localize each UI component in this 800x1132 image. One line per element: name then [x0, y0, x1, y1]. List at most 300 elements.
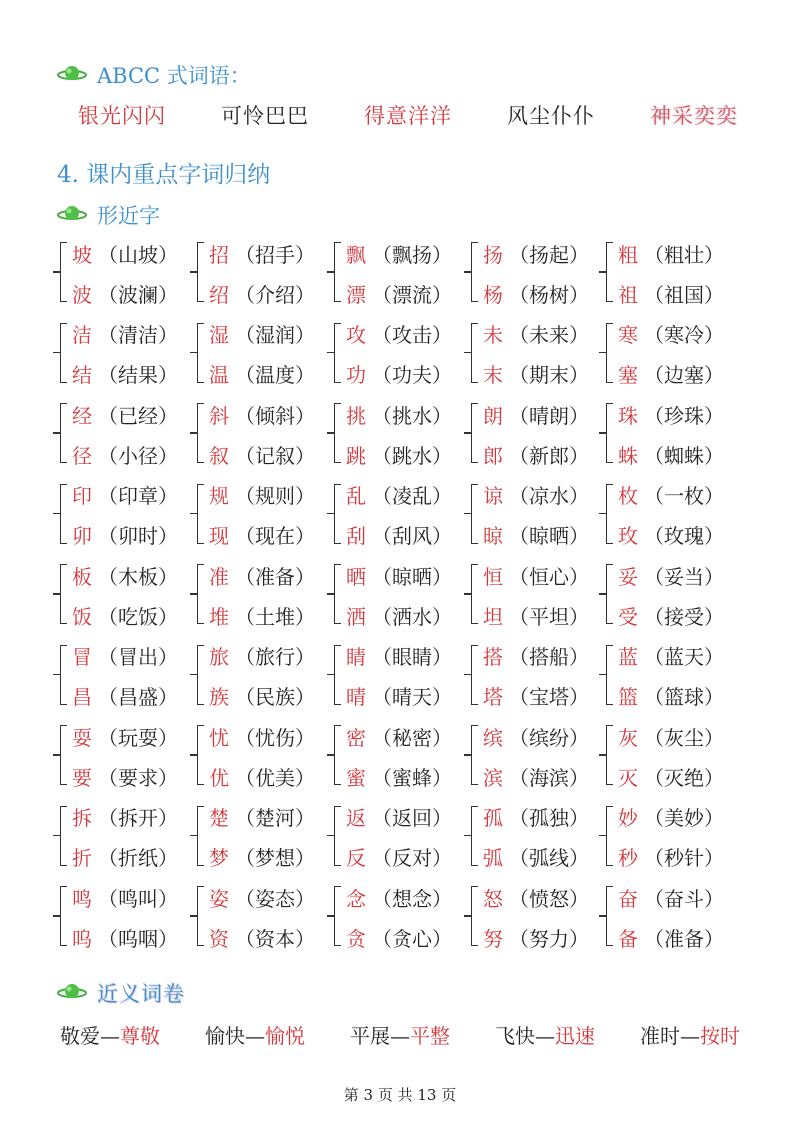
example-word: 灭绝	[664, 765, 704, 790]
paren: （	[372, 846, 392, 870]
char-entry	[346, 520, 452, 550]
bracket	[606, 725, 613, 785]
paren: ）	[569, 484, 589, 508]
similar-char-group	[334, 236, 468, 308]
bracket	[60, 564, 67, 624]
char-entry	[483, 600, 589, 630]
char: 漂	[346, 282, 366, 307]
example-word: 篮球	[664, 685, 704, 709]
char: 郎	[483, 443, 503, 468]
bracket	[334, 323, 341, 383]
char: 跳	[346, 443, 366, 468]
example-word: 规则	[255, 484, 295, 508]
char-entry	[483, 681, 589, 711]
paren: ）	[569, 363, 589, 387]
paren: ）	[295, 443, 315, 468]
similar-char-group	[60, 800, 194, 872]
char: 孤	[483, 806, 503, 830]
example-word: 昌盛	[118, 685, 158, 709]
example-word: 民族	[255, 685, 295, 709]
paren: （	[644, 725, 664, 750]
char: 蛛	[618, 443, 638, 468]
char-entry	[618, 641, 724, 671]
similar-char-group	[334, 478, 468, 550]
bracket	[60, 403, 67, 463]
paren: （	[98, 645, 118, 669]
char: 湿	[209, 323, 229, 347]
bracket	[60, 242, 67, 302]
paren: （	[98, 524, 118, 548]
paren: （	[372, 765, 392, 790]
char: 朗	[483, 403, 503, 428]
similar-char-group	[334, 719, 468, 791]
example-word: 鸣叫	[118, 886, 158, 911]
char: 耍	[72, 725, 92, 750]
bracket	[606, 242, 613, 302]
dash: —	[680, 1023, 700, 1048]
paren: （	[372, 323, 392, 347]
planet-icon	[57, 204, 87, 224]
paren: （	[98, 725, 118, 750]
bracket	[606, 403, 613, 463]
paren: ）	[704, 765, 724, 790]
char-entry	[483, 721, 589, 751]
paren: ）	[432, 564, 452, 589]
char: 粗	[618, 242, 638, 267]
example-word: 蜜蜂	[392, 765, 432, 790]
paren: （	[509, 242, 529, 267]
char-entry	[618, 319, 724, 349]
paren: ）	[704, 484, 724, 508]
bracket	[197, 564, 204, 624]
char: 受	[618, 604, 638, 629]
paren: ）	[295, 323, 315, 347]
paren: （	[372, 645, 392, 669]
example-word: 优美	[255, 765, 295, 790]
dash: —	[390, 1023, 410, 1048]
paren: ）	[569, 926, 589, 951]
similar-char-group	[471, 478, 605, 550]
similar-char-group	[471, 639, 605, 711]
char-entry	[209, 399, 315, 429]
paren: （	[509, 846, 529, 870]
paren: （	[644, 242, 664, 267]
bracket	[471, 806, 478, 866]
synonym-answer: 迅速	[555, 1023, 595, 1048]
paren: ）	[569, 725, 589, 750]
char-entry	[483, 359, 589, 389]
char: 洒	[346, 604, 366, 629]
bracket	[606, 323, 613, 383]
char: 寒	[618, 323, 638, 347]
dash: —	[245, 1023, 265, 1048]
example-word: 妥当	[664, 564, 704, 589]
char: 灭	[618, 765, 638, 790]
paren: （	[509, 323, 529, 347]
paren: ）	[158, 725, 178, 750]
char-entry	[483, 882, 589, 912]
char-entry	[72, 238, 178, 268]
char-entry	[346, 439, 452, 469]
bracket	[334, 645, 341, 705]
paren: （	[509, 806, 529, 830]
char: 蓝	[618, 645, 638, 669]
bracket	[471, 323, 478, 383]
paren: ）	[432, 846, 452, 870]
example-word: 木板	[118, 564, 158, 589]
similar-char-group	[471, 558, 605, 630]
char: 刮	[346, 524, 366, 548]
char-entry	[72, 560, 178, 590]
char: 返	[346, 806, 366, 830]
paren: ）	[704, 363, 724, 387]
paren: ）	[158, 282, 178, 307]
paren: ）	[569, 564, 589, 589]
char: 卯	[72, 524, 92, 548]
char: 奋	[618, 886, 638, 911]
char: 鸣	[72, 886, 92, 911]
char: 洁	[72, 323, 92, 347]
char: 晒	[346, 564, 366, 589]
abcc-word-list	[78, 98, 738, 132]
char-entry	[483, 842, 589, 872]
char-entry	[618, 721, 724, 751]
paren: （	[509, 604, 529, 629]
bracket	[334, 886, 341, 946]
bracket	[197, 484, 204, 544]
char-entry	[483, 802, 589, 832]
bracket	[197, 242, 204, 302]
char: 塔	[483, 685, 503, 709]
similar-char-group	[60, 397, 194, 469]
bracket	[60, 886, 67, 946]
bracket	[471, 484, 478, 544]
synonym-answer: 平整	[410, 1023, 450, 1048]
synonym-pair	[350, 1020, 450, 1049]
bracket	[471, 725, 478, 785]
paren: ）	[704, 323, 724, 347]
paren: ）	[432, 403, 452, 428]
paren: （	[98, 846, 118, 870]
similar-char-group	[471, 880, 605, 952]
char: 旅	[209, 645, 229, 669]
char-entry	[346, 922, 452, 952]
paren: （	[235, 363, 255, 387]
dash: —	[535, 1023, 555, 1048]
char: 资	[209, 926, 229, 951]
example-word: 飘扬	[392, 242, 432, 267]
paren: （	[509, 282, 529, 307]
paren: （	[644, 846, 664, 870]
paren: （	[235, 403, 255, 428]
paren: ）	[295, 524, 315, 548]
paren: ）	[569, 282, 589, 307]
paren: ）	[432, 645, 452, 669]
paren: ）	[569, 242, 589, 267]
char-entry	[483, 278, 589, 308]
char-entry	[209, 802, 315, 832]
paren: （	[235, 926, 255, 951]
paren: ）	[158, 685, 178, 709]
example-word: 准备	[255, 564, 295, 589]
bracket	[197, 323, 204, 383]
bracket	[60, 645, 67, 705]
paren: ）	[158, 524, 178, 548]
char-entry	[209, 238, 315, 268]
bracket	[471, 242, 478, 302]
similar-char-group	[471, 800, 605, 872]
paren: （	[644, 926, 664, 951]
paren: ）	[569, 806, 589, 830]
paren: ）	[704, 725, 724, 750]
char-entry	[209, 560, 315, 590]
char-entry	[209, 681, 315, 711]
paren: ）	[432, 725, 452, 750]
char-entry	[209, 721, 315, 751]
synonym-word: 平展	[350, 1023, 390, 1048]
paren: （	[235, 564, 255, 589]
char: 族	[209, 685, 229, 709]
bracket	[334, 725, 341, 785]
example-word: 扬起	[529, 242, 569, 267]
paren: ）	[569, 765, 589, 790]
char-entry	[346, 681, 452, 711]
char-entry	[346, 480, 452, 510]
paren: ）	[295, 363, 315, 387]
synonym-pairs	[60, 1016, 740, 1052]
similar-char-group	[334, 639, 468, 711]
paren: ）	[158, 604, 178, 629]
example-word: 灰尘	[664, 725, 704, 750]
example-word: 山坡	[118, 242, 158, 267]
char: 梦	[209, 846, 229, 870]
paren: （	[98, 403, 118, 428]
paren: ）	[704, 242, 724, 267]
paren: ）	[295, 806, 315, 830]
example-word: 晾晒	[529, 524, 569, 548]
char-entry	[72, 842, 178, 872]
example-word: 珍珠	[664, 403, 704, 428]
synonym-answer: 尊敬	[120, 1023, 160, 1048]
bracket	[334, 242, 341, 302]
similar-char-group	[197, 397, 331, 469]
paren: （	[644, 524, 664, 548]
char-entry	[209, 922, 315, 952]
paren: ）	[432, 926, 452, 951]
example-word: 缤纷	[529, 725, 569, 750]
paren: （	[644, 765, 664, 790]
example-word: 楚河	[255, 806, 295, 830]
example-word: 记叙	[255, 443, 295, 468]
synonym-pair	[640, 1020, 740, 1049]
char: 姿	[209, 886, 229, 911]
paren: （	[644, 886, 664, 911]
bracket	[197, 403, 204, 463]
char: 径	[72, 443, 92, 468]
similar-char-group	[197, 317, 331, 389]
paren: （	[98, 604, 118, 629]
paren: ）	[432, 242, 452, 267]
char: 攻	[346, 323, 366, 347]
example-word: 杨树	[529, 282, 569, 307]
paren: （	[509, 564, 529, 589]
paren: ）	[569, 846, 589, 870]
bracket	[334, 564, 341, 624]
paren: ）	[295, 846, 315, 870]
char-entry	[618, 842, 724, 872]
example-word: 忧伤	[255, 725, 295, 750]
bracket	[60, 806, 67, 866]
paren: （	[509, 886, 529, 911]
char: 玫	[618, 524, 638, 548]
paren: ）	[704, 403, 724, 428]
paren: （	[235, 645, 255, 669]
paren: （	[509, 443, 529, 468]
paren: ）	[158, 323, 178, 347]
char: 祖	[618, 282, 638, 307]
paren: ）	[432, 443, 452, 468]
char-entry	[72, 600, 178, 630]
paren: （	[98, 363, 118, 387]
paren: ）	[432, 282, 452, 307]
abcc-heading: ABCC 式词语：	[97, 64, 251, 88]
example-word: 温度	[255, 363, 295, 387]
char: 飘	[346, 242, 366, 267]
example-word: 姿态	[255, 886, 295, 911]
planet-icon	[57, 982, 87, 1002]
paren: ）	[569, 403, 589, 428]
paren: （	[235, 242, 255, 267]
char-entry	[346, 761, 452, 791]
example-word: 旅行	[255, 645, 295, 669]
paren: ）	[569, 604, 589, 629]
char: 要	[72, 765, 92, 790]
char-entry	[483, 480, 589, 510]
char: 冒	[72, 645, 92, 669]
paren: ）	[704, 685, 724, 709]
paren: ）	[569, 645, 589, 669]
char: 扬	[483, 242, 503, 267]
paren: ）	[704, 645, 724, 669]
example-word: 粗壮	[664, 242, 704, 267]
paren: ）	[704, 524, 724, 548]
paren: ）	[295, 403, 315, 428]
paren: ）	[704, 604, 724, 629]
example-word: 弧线	[529, 846, 569, 870]
paren: （	[98, 765, 118, 790]
example-word: 孤独	[529, 806, 569, 830]
example-word: 结果	[118, 363, 158, 387]
paren: ）	[704, 806, 724, 830]
char-entry	[72, 439, 178, 469]
similar-char-group	[606, 800, 740, 872]
abcc-word: 风尘仆仆	[507, 104, 595, 128]
char-entry	[483, 520, 589, 550]
char: 功	[346, 363, 366, 387]
synonym-pair	[205, 1020, 305, 1049]
example-word: 卯时	[118, 524, 158, 548]
char: 板	[72, 564, 92, 589]
paren: ）	[295, 765, 315, 790]
paren: （	[509, 484, 529, 508]
page-footer: 第 3 页 共 13 页	[343, 1086, 457, 1104]
char-entry	[72, 278, 178, 308]
paren: （	[235, 524, 255, 548]
paren: （	[644, 645, 664, 669]
char: 念	[346, 886, 366, 911]
char-entry	[209, 319, 315, 349]
similar-char-group	[606, 317, 740, 389]
example-word: 倾斜	[255, 403, 295, 428]
paren: （	[235, 685, 255, 709]
char: 睛	[346, 645, 366, 669]
char-entry	[72, 359, 178, 389]
similar-chars-heading: 形近字	[97, 204, 160, 228]
paren: （	[98, 323, 118, 347]
char: 滨	[483, 765, 503, 790]
paren: ）	[158, 564, 178, 589]
paren: （	[372, 242, 392, 267]
paren: （	[372, 524, 392, 548]
paren: ）	[432, 604, 452, 629]
paren: （	[372, 685, 392, 709]
bracket	[197, 725, 204, 785]
char: 现	[209, 524, 229, 548]
bracket	[606, 806, 613, 866]
paren: ）	[295, 604, 315, 629]
char-entry	[483, 319, 589, 349]
abcc-word: 得意洋洋	[364, 104, 452, 128]
char-entry	[483, 399, 589, 429]
bracket	[60, 323, 67, 383]
example-word: 新郎	[529, 443, 569, 468]
char-entry	[618, 359, 724, 389]
paren: （	[372, 484, 392, 508]
char-entry	[72, 399, 178, 429]
paren: ）	[295, 242, 315, 267]
example-word: 美妙	[664, 806, 704, 830]
example-word: 玫瑰	[664, 524, 704, 548]
paren: ）	[295, 484, 315, 508]
char-entry	[72, 882, 178, 912]
char-entry	[618, 238, 724, 268]
example-word: 吃饭	[118, 604, 158, 629]
example-word: 已经	[118, 403, 158, 428]
paren: （	[235, 725, 255, 750]
char: 努	[483, 926, 503, 951]
char: 昌	[72, 685, 92, 709]
char-entry	[346, 278, 452, 308]
example-word: 冒出	[118, 645, 158, 669]
similar-char-group	[606, 719, 740, 791]
char: 末	[483, 363, 503, 387]
similar-char-group	[60, 880, 194, 952]
char: 坦	[483, 604, 503, 629]
paren: （	[235, 323, 255, 347]
paren: （	[372, 282, 392, 307]
paren: ）	[569, 323, 589, 347]
char-entry	[346, 721, 452, 751]
paren: （	[372, 926, 392, 951]
example-word: 反对	[392, 846, 432, 870]
similar-char-group	[334, 397, 468, 469]
char: 温	[209, 363, 229, 387]
paren: ）	[569, 524, 589, 548]
char-entry	[618, 560, 724, 590]
char: 乱	[346, 484, 366, 508]
char-entry	[483, 761, 589, 791]
bracket	[606, 886, 613, 946]
